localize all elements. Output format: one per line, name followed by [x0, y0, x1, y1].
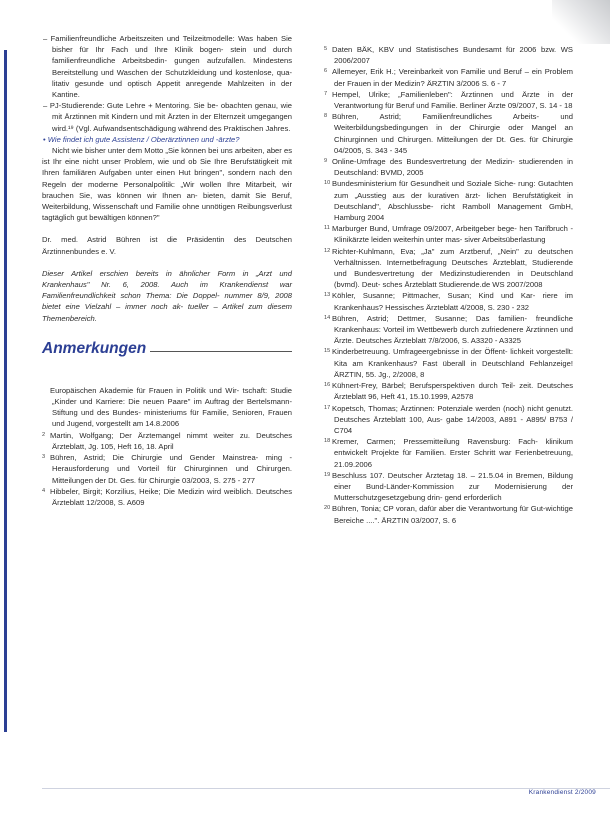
footnote-number: 10	[324, 180, 331, 187]
footnote-item	[42, 452, 292, 486]
footnote-text: Martin, Wolfgang; Der Ärztemangel nimmt weiter zu. Deutsches Ärzteblatt, Jg. 105, Heft 16, 18. April	[50, 430, 292, 451]
section-heading: Anmerkungen	[42, 339, 147, 357]
footnote-number: 3	[42, 454, 46, 461]
footnote-text: Kühnert-Frey, Bärbel; Berufsperspektiven durch Teil- zeit. Deutsches Ärzteblatt 96, Heft 41, 15.10.1999, A2578	[332, 381, 573, 402]
footnote-text: Marburger Bund, Umfrage 09/2007, Arbeitgeber bege- hen Tarifbruch - Klinikärzte leiden weiterhin unter mas- siver Arbeitsüberlastung	[332, 224, 573, 245]
footnote-number: 4	[42, 487, 46, 494]
footer-label: Krankendienst 2/2009	[528, 789, 596, 796]
footnote-number: 5	[324, 46, 328, 52]
footnote-item	[324, 346, 573, 380]
footnote-number: 9	[324, 158, 328, 165]
footnote-text: Online-Umfrage des Bundesvertretung der Medizin- studierenden in Deutschland: BVMD, 2005	[332, 157, 573, 178]
footnote-text: Köhler, Susanne; Pittmacher, Susan; Kind und Kar- riere im Krankenhaus? Hessisches Ärzteblatt 4/2008, S. 230 - 232	[332, 291, 573, 312]
footnote-text: Beschluss 107. Deutscher Ärztetag 18. – 21.5.04 in Bremen, Bildung einer Bund-Länder-Kommission zur Modernisierung der Mutterschutzgesetzgebung drin- gend erforderlich	[332, 470, 573, 503]
footnote-item	[324, 313, 573, 347]
footnote-number: 12	[324, 247, 331, 254]
footnote-item	[324, 66, 573, 88]
footnote-number: 18	[324, 438, 331, 445]
footnote-text: Europäischen Akademie für Frauen in Politik und Wir- tschaft: Studie „Kinder und Karriere: Die neuen Paare" im Auftrag der Bertelsmann-Stiftung und des Bundes- ministeriums für Familie, Senioren, Frauen und Jugend, vorgestellt am 14.8.2006	[50, 385, 292, 429]
footnote-item	[324, 89, 573, 111]
footnote-text: Bühren, Astrid; Die Chirurgie und Gender Mainstrea- ming - Herausforderung und Vorteil für Chirurginnen und Chirurgen. Mitteilungen der Dt. Ges. für Chirurgie 03/2003, S. 275 - 277	[50, 453, 292, 485]
footnote-item	[324, 178, 573, 223]
footnote-number: 19	[324, 471, 331, 478]
footnote-number: 15	[324, 348, 331, 355]
footnote-item	[324, 503, 573, 525]
spacer	[42, 223, 292, 234]
footnote-text: Kopetsch, Thomas; Ärztinnen: Potenziale werden (noch) nicht genutzt. Deutsches Ärzteblatt 100, Aus- gabe 14/2003, A891 - A895/ B753 / C704	[332, 403, 573, 435]
footnote-number: 16	[324, 382, 331, 389]
bullet-icon: •	[43, 134, 46, 144]
footnote-number: 20	[324, 505, 331, 512]
footnote-text: Bühren, Tonia; CP voran, dafür aber die Verantwortung für Gut-wichtige Bereiche ....". ÄRZTIN 03/2007, S. 6	[332, 504, 573, 525]
section-heading-row	[42, 339, 292, 359]
right-column	[324, 44, 573, 526]
heading-rule	[150, 351, 292, 352]
spacer	[42, 324, 292, 335]
footnote-item	[324, 44, 573, 66]
article-note: Dieser Artikel erschien bereits in ähnlicher Form in „Arzt und Krankenhaus" Nr. 6, 2008. Auch im Krankendienst war Familienfreundlichkeit schon Thema: Die Doppel- nummer 8/9, 2008 bietet eine Vielzahl – immer noch ak- tueller – Artikel zum diesem Themenbereich.	[42, 268, 292, 323]
footnote-item	[42, 486, 292, 508]
spacer	[42, 374, 292, 385]
footnote-item	[324, 403, 573, 437]
footnote-number: 6	[324, 68, 328, 75]
footnote-number: 11	[324, 225, 330, 232]
spacer	[42, 363, 292, 374]
footnote-item	[42, 430, 292, 452]
question-bullet	[42, 134, 292, 145]
footnote-item	[324, 290, 573, 312]
footnote-number: 8	[324, 113, 328, 120]
dash-item: – Familienfreundliche Arbeitszeiten und Teilzeitmodelle: Was haben Sie bisher für Ihr Fach und Ihre Klinik bogen- stein und durch familienfreundliche Arbeitsbedin- gungen aufzufallen. Mindestens Bereitstellung und Waschen der Schutzkleidung und kostenlose, qua- litativ gesunde und optisch Appetit anregende Mahlzeiten in der Kantine.	[43, 34, 292, 100]
footnote-item	[42, 385, 292, 430]
body-paragraph: Nicht wie bisher unter dem Motto „Sie können bei uns arbeiten, aber es ist Ihr eine nicht unser Problem, wie und ob Sie Ihre Berufstätigkeit mit Ihren familiären Aufgaben unter einen Hut bringen", sondern nach den Regeln der moderne Personalpolitik: „Wir wollen Ihre Mitarbeit, wir brauchen Sie, was können wir Ihnen an- bieten, damit Sie Beruf, Weiterbildung, Wissenschaft und Familie ohne unnötigen Reibungsverlust tagtäglich gut bewältigen können?"	[42, 146, 292, 223]
corner-decoration	[552, 0, 610, 44]
footnote-item	[324, 111, 573, 156]
footnote-item	[324, 436, 573, 470]
question-text: Wie findet ich gute Assistenz / Oberärztinnen und -ärzte?	[47, 134, 240, 144]
footnote-number: 14	[324, 314, 331, 321]
footer-rule	[42, 788, 610, 789]
footnote-text: Hibbeler, Birgit; Korzilius, Heike; Die Medizin wird weiblich. Deutsches Ärzteblatt 12/2008, S. A609	[50, 486, 292, 507]
footnote-text: Bühren, Astrid; Familienfreundliches Arbeits- und Weiterbildungsbedingungen in der Chirurgie oder Mangel an Chirurginnen und Chirurgen. Mitteilungen der Dt. Ges. für Chirurgie 04/2005, S. 343 - 345	[332, 112, 573, 155]
footnote-item	[324, 156, 573, 178]
footnote-item	[324, 246, 573, 291]
footnote-text: Richter-Kuhlmann, Eva; „Ja" zum Arztberuf, „Nein" zu deutschen Verhältnissen. Internetbefragung Deutsches Ärzteblatt, Studierende und Bundesvertretung der Medizinstudierenden in Deutschland (bvmd). Deut- sches Ärzteblatt Studierende.de WS 2007/2008	[332, 246, 573, 290]
author-note: Dr. med. Astrid Bühren ist die Präsidentin des Deutschen Ärztinnenbundes e. V.	[42, 235, 292, 256]
footnote-item	[324, 380, 573, 402]
footnote-text: Bundesministerium für Gesundheit und Soziale Siche- rung: Gutachten zum „Ausstieg aus der kurativen ärzt- lichen Berufstätigkeit in Deutschland", Abschlussbe- richt Ramboll Management GmbH, Hamburg 2004	[332, 179, 573, 223]
footnote-text: Hempel, Ulrike; „Familienleben": Ärztinnen und Ärzte in der Verantwortung für Beruf und Familie. Berliner Ärzte 09/2007, S. 14 - 18	[332, 89, 573, 111]
left-footnotes	[42, 385, 292, 508]
footnote-number: 13	[324, 292, 331, 299]
footnote-number: 7	[324, 90, 328, 97]
footnote-text: Kremer, Carmen; Pressemitteilung Ravensburg: Fach- klinikum entwickelt Projekte für Familien. Erster Schritt war Ferienbetreuung, 21.09.2006	[332, 437, 573, 469]
footnote-number: 2	[42, 431, 46, 438]
right-footnotes	[324, 44, 573, 526]
spacer	[42, 257, 292, 268]
dash-list	[42, 33, 292, 134]
left-accent-bar	[4, 50, 7, 732]
footnote-text: Allemeyer, Erik H.; Vereinbarkeit von Familie und Beruf – ein Problem der Frauen in der Medizin? ÄRZTIN 3/2006 S. 6 - 7	[332, 67, 573, 88]
footnote-item	[324, 223, 573, 245]
footnote-text: Daten BÄK, KBV und Statistisches Bundesamt für 2006 bzw. WS 2006/2007	[332, 45, 573, 66]
footnote-number: 17	[324, 404, 331, 411]
dash-item: – PJ-Studierende: Gute Lehre + Mentoring. Sie be- obachten genau, wie mit Ärztinnen mit Kindern und mit Ärzten in der Elternzeit umgegangen wird.¹⁹ (Vgl. Aufwandsentschädigung während des Praktischen Jahres.	[43, 101, 292, 133]
footnote-text: Kinderbetreuung. Umfrageergebnisse in der Öffent- lichkeit vorgestellt: Kita am Krankenhaus? Fast überall in Deutschland Fehlanzeige! ÄRZTIN, 55. Jg., 2/2008, 8	[332, 347, 573, 379]
footnote-text: Bühren, Astrid; Dettmer, Susanne; Das familien- freundliche Krankenhaus: Vorteil im Wettbewerb durch zufriedenere Ärztinnen und Ärzte. Deutsches Ärzteblatt 7/8/2006, S. A3320 - A3325	[332, 313, 573, 346]
left-column	[42, 34, 292, 508]
footnote-item	[324, 470, 573, 504]
